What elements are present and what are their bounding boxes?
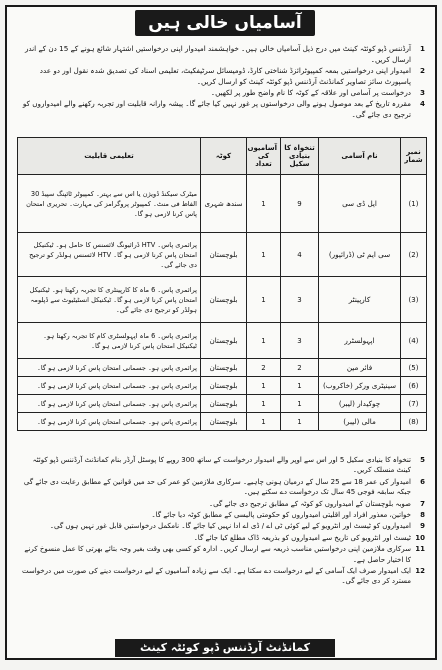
condition-item-text: صوبہ بلوچستان کے امیدواروں کو کوٹہ کے مطابق ترجیح دی جائے گی۔ bbox=[208, 499, 411, 508]
instruction-item-text: امیدوار اپنی درخواستیں بمعہ کمپیوٹرائزڈ شناختی کارڈ، ڈومیسائل سرٹیفکیٹ، تعلیمی اسناد کی تصدیق شدہ نقول اور دو عدد پاسپورٹ سائز تصاویر کمانڈنٹ آرڈننس ڈپو کوئٹہ کینٹ کو ارسال کریں۔ bbox=[39, 66, 411, 86]
header-serial: نمبر شمار bbox=[401, 138, 427, 175]
header-scale: تنخواہ کا بنیادی سکیل bbox=[281, 138, 319, 175]
cell-serial: (2) bbox=[401, 233, 427, 277]
cell-post: کارپینٹر bbox=[319, 277, 401, 323]
cell-count: 1 bbox=[247, 175, 281, 233]
cell-scale: 1 bbox=[281, 395, 319, 413]
condition-item-text: امیدواروں کو ٹیسٹ اور انٹرویو کے لیے کوئی ٹی اے / ڈی اے ادا نہیں کیا جائے گا۔ نامکمل درخواستیں قابل غور نہیں ہوں گی۔ bbox=[49, 522, 411, 531]
cell-count: 1 bbox=[247, 323, 281, 359]
cell-scale: 4 bbox=[281, 233, 319, 277]
cell-scale: 3 bbox=[281, 277, 319, 323]
cell-serial: (3) bbox=[401, 277, 427, 323]
table-row bbox=[18, 323, 427, 359]
cell-scale: 3 bbox=[281, 323, 319, 359]
issuing-authority: کمانڈنٹ آرڈننس ڈپو کوئٹہ کینٹ bbox=[115, 639, 335, 657]
condition-item bbox=[19, 499, 425, 509]
table-row bbox=[18, 395, 427, 413]
cell-serial: (6) bbox=[401, 377, 427, 395]
cell-quota: بلوچستان bbox=[201, 377, 247, 395]
cell-serial: (8) bbox=[401, 413, 427, 431]
table-row bbox=[18, 233, 427, 277]
condition-item-number: 9 bbox=[420, 522, 425, 531]
cell-scale: 1 bbox=[281, 377, 319, 395]
instruction-item-number: 4 bbox=[419, 99, 425, 108]
cell-scale: 2 bbox=[281, 359, 319, 377]
table-row bbox=[18, 277, 427, 323]
cell-qualification: پرائمری پاس۔ 6 ماہ اپہولسٹری کام کا تجربہ رکھتا ہو۔ ٹیکنیکل امتحان پاس کرنا لازمی ہو گا۔ bbox=[18, 323, 201, 359]
instruction-item bbox=[19, 65, 425, 87]
cell-count: 1 bbox=[247, 395, 281, 413]
cell-count: 1 bbox=[247, 277, 281, 323]
cell-quota: سندھ شہری bbox=[201, 175, 247, 233]
cell-post: سینیٹری ورکر (خاکروب) bbox=[319, 377, 401, 395]
condition-item-text: ٹیسٹ اور انٹرویو کی تاریخ سے امیدواروں کو بذریعہ ڈاک مطلع کیا جائے گا۔ bbox=[193, 533, 411, 542]
cell-scale: 9 bbox=[281, 175, 319, 233]
condition-item-text: خواتین، معذور افراد اور اقلیتی امیدواروں کو حکومتی پالیسی کے مطابق کوٹہ دیا جائے گا۔ bbox=[151, 511, 411, 520]
condition-item-text: سرکاری ملازمین اپنی درخواستیں مناسب ذریعہ سے ارسال کریں۔ ادارہ کو کسی بھی وقت بغیر وجہ بتائے بھرتی کا عمل منسوخ کرنے کا اختیار حاصل ہے۔ bbox=[24, 545, 411, 564]
cell-post: مالی (لیبر) bbox=[319, 413, 401, 431]
header-count: آسامیوں کی تعداد bbox=[247, 138, 281, 175]
cell-qualification: پرائمری پاس ہو۔ جسمانی امتحان پاس کرنا لازمی ہو گا۔ bbox=[18, 377, 201, 395]
cell-scale: 1 bbox=[281, 413, 319, 431]
cell-serial: (5) bbox=[401, 359, 427, 377]
cell-qualification: پرائمری پاس ہو۔ جسمانی امتحان پاس کرنا لازمی ہو گا۔ bbox=[18, 413, 201, 431]
condition-item-number: 10 bbox=[415, 533, 425, 542]
vacancies-table bbox=[17, 137, 427, 431]
header-qualification: تعلیمی قابلیت bbox=[18, 138, 201, 175]
instruction-item-number: 1 bbox=[419, 44, 425, 53]
condition-item bbox=[19, 477, 425, 498]
table-row bbox=[18, 377, 427, 395]
condition-item-number: 5 bbox=[420, 456, 425, 464]
cell-count: 1 bbox=[247, 233, 281, 277]
condition-item-number: 11 bbox=[415, 545, 425, 554]
table-row bbox=[18, 413, 427, 431]
instruction-item bbox=[19, 43, 425, 65]
cell-post: چوکیدار (لیبر) bbox=[319, 395, 401, 413]
cell-post: اپہولسٹرر bbox=[319, 323, 401, 359]
cell-qualification: پرائمری پاس ہو۔ جسمانی امتحان پاس کرنا لازمی ہو گا۔ bbox=[18, 359, 201, 377]
condition-item bbox=[19, 521, 425, 531]
condition-item-text: ایک امیدوار صرف ایک آسامی کے لیے درخواست دے سکتا ہے۔ ایک سے زیادہ آسامیوں کے لیے درخواست دینے کی صورت میں درخواست مسترد کر دی جائے گی۔ bbox=[21, 567, 411, 586]
header-quota: کوٹہ bbox=[201, 138, 247, 175]
instruction-item-number: 2 bbox=[419, 66, 425, 75]
page-title: آسامیاں خالی ہیں bbox=[135, 10, 315, 36]
cell-quota: بلوچستان bbox=[201, 359, 247, 377]
condition-item-text: امیدوار کی عمر 18 سے 25 سال کے درمیان ہونی چاہیے۔ سرکاری ملازمین کو عمر کی حد میں قوانین کے مطابق رعایت دی جائے گی جبکہ سابقہ فوجی 45 سال تک درخواست دے سکتے ہیں۔ bbox=[23, 477, 411, 497]
cell-count: 1 bbox=[247, 377, 281, 395]
condition-item bbox=[19, 455, 425, 476]
cell-serial: (4) bbox=[401, 323, 427, 359]
cell-post: ایل ڈی سی bbox=[319, 175, 401, 233]
cell-quota: بلوچستان bbox=[201, 413, 247, 431]
instruction-item-text: درخواست پر آسامی اور علاقہ کے کوٹہ کا نام واضح طور پر لکھیں۔ bbox=[210, 88, 411, 97]
header-post: نام آسامی bbox=[319, 138, 401, 175]
cell-count: 2 bbox=[247, 359, 281, 377]
advertisement-page bbox=[5, 5, 437, 660]
condition-item bbox=[19, 510, 425, 520]
condition-item-text: تنخواہ کا بنیادی سکیل 5 اور اس سے اوپر والے امیدوار درخواست کے ساتھ 300 روپے کا پوسٹل آرڈر بنام کمانڈنٹ آرڈننس ڈپو کوئٹہ کینٹ منسلک کریں۔ bbox=[32, 456, 411, 475]
condition-item-number: 6 bbox=[420, 477, 425, 486]
instruction-item-text: مقررہ تاریخ کے بعد موصول ہونے والی درخواستوں پر غور نہیں کیا جائے گا۔ پیشہ وارانہ قابلیت اور تجربہ رکھنے والے امیدواروں کو ترجیح دی جائے گی۔ bbox=[22, 99, 411, 119]
cell-count: 1 bbox=[247, 413, 281, 431]
table-row bbox=[18, 359, 427, 377]
cell-post: فائر مین bbox=[319, 359, 401, 377]
instruction-item bbox=[19, 98, 425, 120]
instruction-item-text: آرڈننس ڈپو کوئٹہ کینٹ میں درج ذیل آسامیاں خالی ہیں۔ خواہشمند امیدوار اپنی درخواستیں اشتہار شائع ہونے کے 15 دن کے اندر ارسال کریں۔ bbox=[24, 44, 411, 64]
condition-item-number: 8 bbox=[420, 511, 425, 520]
terms-and-conditions bbox=[19, 455, 425, 588]
instruction-item bbox=[19, 87, 425, 98]
cell-post: سی ایم ٹی (ڈرائیور) bbox=[319, 233, 401, 277]
condition-item-number: 7 bbox=[420, 499, 425, 508]
cell-serial: (1) bbox=[401, 175, 427, 233]
cell-qualification: میٹرک سیکنڈ ڈویژن یا اس سے بہتر۔ کمپیوٹر ٹائپنگ سپیڈ 30 الفاظ فی منٹ۔ کمپیوٹر پروگرامز کی مہارت۔ تحریری امتحان پاس کرنا لازمی ہو گا۔ bbox=[18, 175, 201, 233]
cell-qualification: پرائمری پاس۔ HTV ڈرائیونگ لائسنس کا حامل ہو۔ ٹیکنیکل امتحان پاس کرنا لازمی ہو گا۔ HTV لائسنس ہولڈر کو ترجیح دی جائے گی۔ bbox=[18, 233, 201, 277]
cell-quota: بلوچستان bbox=[201, 395, 247, 413]
instruction-item-number: 3 bbox=[419, 88, 425, 97]
cell-serial: (7) bbox=[401, 395, 427, 413]
condition-item bbox=[19, 566, 425, 587]
cell-quota: بلوچستان bbox=[201, 277, 247, 323]
table-row bbox=[18, 175, 427, 233]
cell-quota: بلوچستان bbox=[201, 323, 247, 359]
condition-item bbox=[19, 533, 425, 543]
cell-qualification: پرائمری پاس۔ 6 ماہ کا کارپینٹری کا تجربہ رکھتا ہو۔ ٹیکنیکل امتحان پاس کرنا لازمی ہو گا۔ ٹیکنیکل انسٹیٹیوٹ سے ڈپلومہ ہولڈر کو ترجیح دی جائے گی۔ bbox=[18, 277, 201, 323]
cell-quota: بلوچستان bbox=[201, 233, 247, 277]
table-header-row bbox=[18, 138, 427, 175]
cell-qualification: پرائمری پاس ہو۔ جسمانی امتحان پاس کرنا لازمی ہو گا۔ bbox=[18, 395, 201, 413]
condition-item bbox=[19, 544, 425, 565]
condition-item-number: 12 bbox=[415, 567, 425, 576]
intro-instructions bbox=[19, 43, 425, 120]
